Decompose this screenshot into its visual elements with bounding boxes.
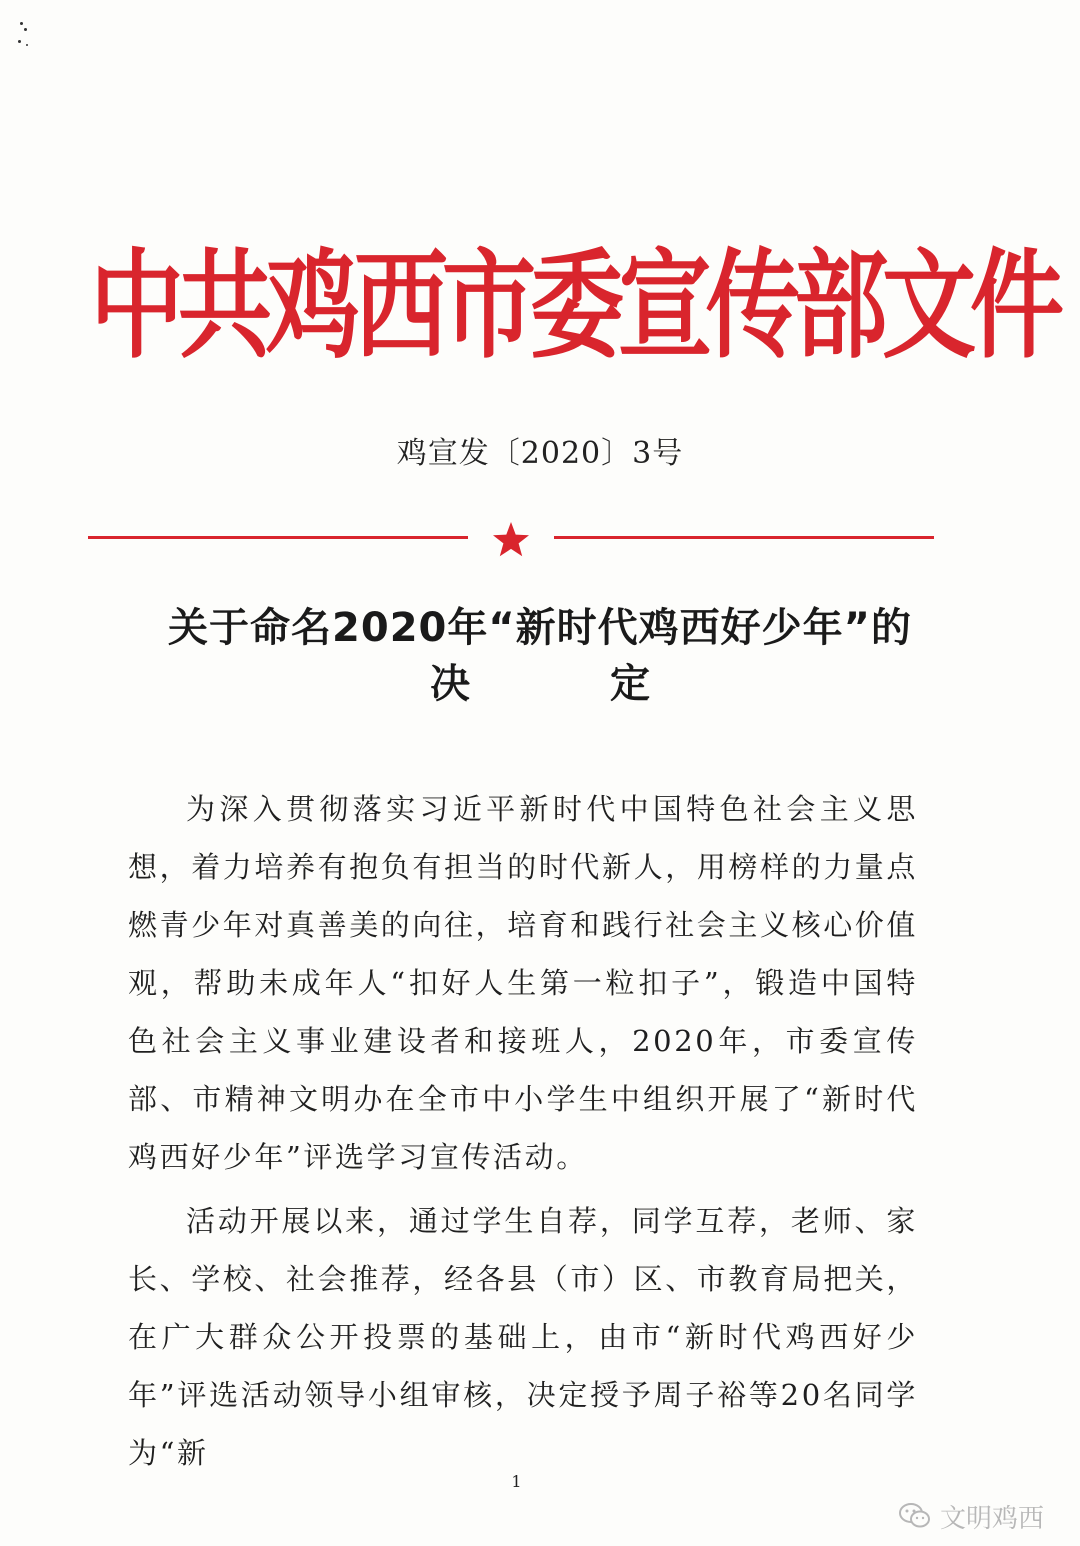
document-number: 鸡宣发〔2020〕3号 (396, 436, 684, 471)
red-divider (88, 520, 934, 560)
divider-line-left (88, 536, 468, 539)
document-title (110, 600, 970, 712)
wechat-icon (898, 1502, 932, 1530)
divider-line-right (554, 536, 934, 539)
title-line-1: 关于命名2020年“新时代鸡西好少年”的 (168, 605, 912, 651)
title-line-2: 决定 (430, 661, 790, 707)
star-icon (491, 520, 531, 560)
document-body (128, 780, 918, 1488)
body-paragraph-2: 活动开展以来，通过学生自荐，同学互荐，老师、家长、学校、社会推荐，经各县（市）区、市教育局把关，在广大群众公开投票的基础上，由市“新时代鸡西好少年”评选活动领导小组审核，决定授予周子裕等20名同学为“新 (128, 1204, 919, 1470)
page-number: 1 (511, 1472, 522, 1491)
watermark-text: 文明鸡西 (939, 1503, 1044, 1534)
watermark (898, 1496, 1044, 1536)
body-paragraph-1: 为深入贯彻落实习近平新时代中国特色社会主义思想，着力培养有抱负有担当的时代新人，用榜样的力量点燃青少年对真善美的向往，培育和践行社会主义核心价值观，帮助未成年人“扣好人生第一粒扣子”，锻造中国特色社会主义事业建设者和接班人，2020年，市委宣传部、市精神文明办在全市中小学生中组织开展了“新时代鸡西好少年”评选学习宣传活动。 (128, 792, 919, 1174)
scan-artifact (16, 18, 46, 58)
issuing-authority-title: 中共鸡西市委宣传部文件 (90, 238, 1059, 375)
